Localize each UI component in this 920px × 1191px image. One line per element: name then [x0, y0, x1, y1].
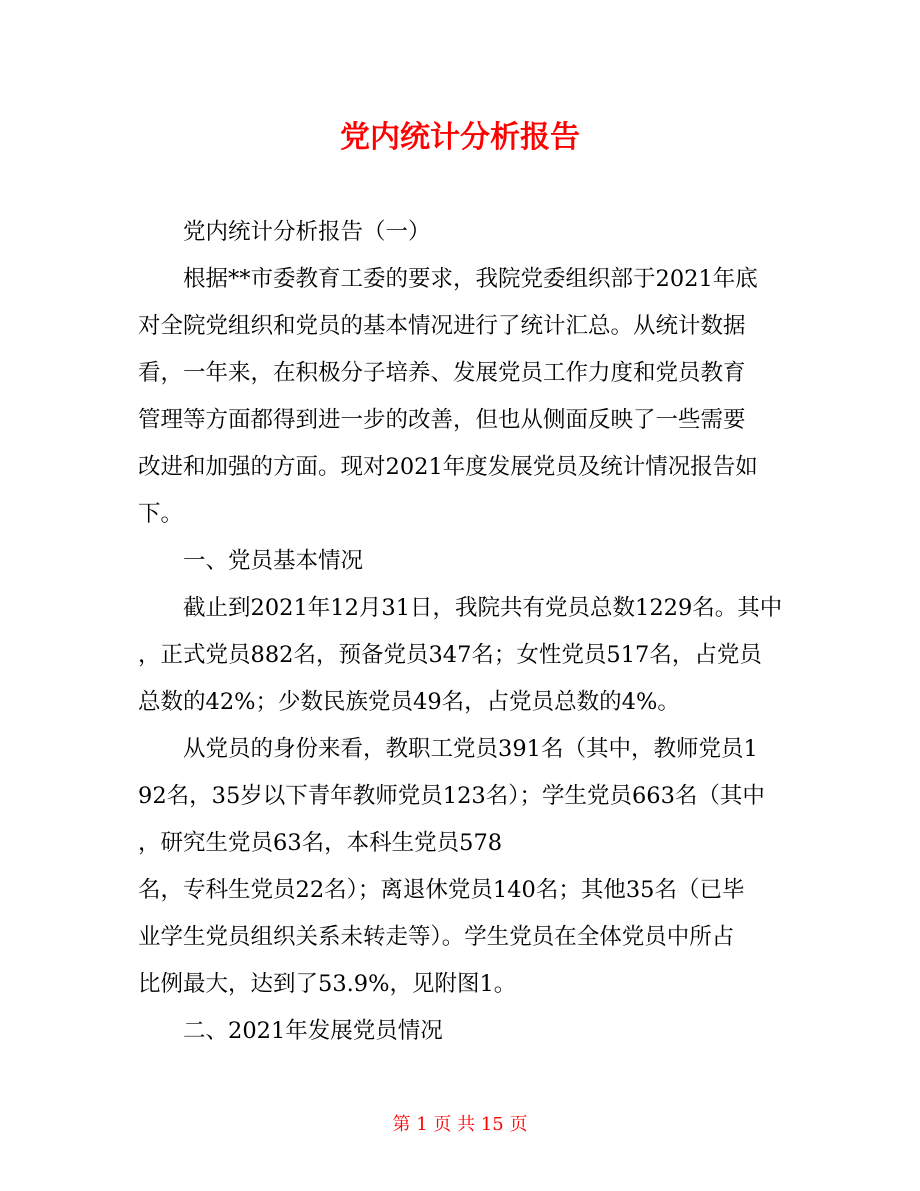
paragraph-line: ，正式党员882名，预备党员347名；女性党员517名，占党员	[138, 642, 762, 668]
document-title: 党内统计分析报告	[340, 120, 580, 155]
section-heading-basic-info: 一、党员基本情况	[183, 548, 364, 574]
paragraph-line: 看，一年来，在积极分子培养、发展党员工作力度和党员教育	[138, 360, 746, 386]
paragraph-line: ，研究生党员63名，本科生党员578	[138, 830, 503, 856]
section-heading-report-one: 党内统计分析报告（一）	[183, 219, 431, 245]
paragraph-line: 业学生党员组织关系未转走等）。学生党员在全体党员中所占	[138, 924, 735, 950]
paragraph-line: 下。	[138, 501, 184, 527]
paragraph-line: 根据**市委教育工委的要求，我院党委组织部于2021年底	[183, 266, 758, 292]
paragraph-line: 比例最大，达到了53.9%，见附图1。	[138, 971, 517, 997]
paragraph-line: 从党员的身份来看，教职工党员391名（其中，教师党员1	[183, 736, 758, 762]
paragraph-line: 名，专科生党员22名）；离退休党员140名；其他35名（已毕	[138, 877, 745, 903]
paragraph-line: 92名，35岁以下青年教师党员123名）；学生党员663名（其中	[138, 783, 765, 809]
page-footer: 第 1 页 共 15 页	[392, 1114, 528, 1135]
section-heading-development: 二、2021年发展党员情况	[183, 1018, 443, 1044]
paragraph-line: 改进和加强的方面。现对2021年度发展党员及统计情况报告如	[138, 454, 758, 480]
paragraph-line: 管理等方面都得到进一步的改善，但也从侧面反映了一些需要	[138, 407, 746, 433]
paragraph-line: 总数的42%；少数民族党员49名，占党员总数的4%。	[138, 689, 680, 715]
paragraph-line: 截止到2021年12月31日，我院共有党员总数1229名。其中	[183, 595, 783, 621]
paragraph-line: 对全院党组织和党员的基本情况进行了统计汇总。从统计数据	[138, 313, 746, 339]
